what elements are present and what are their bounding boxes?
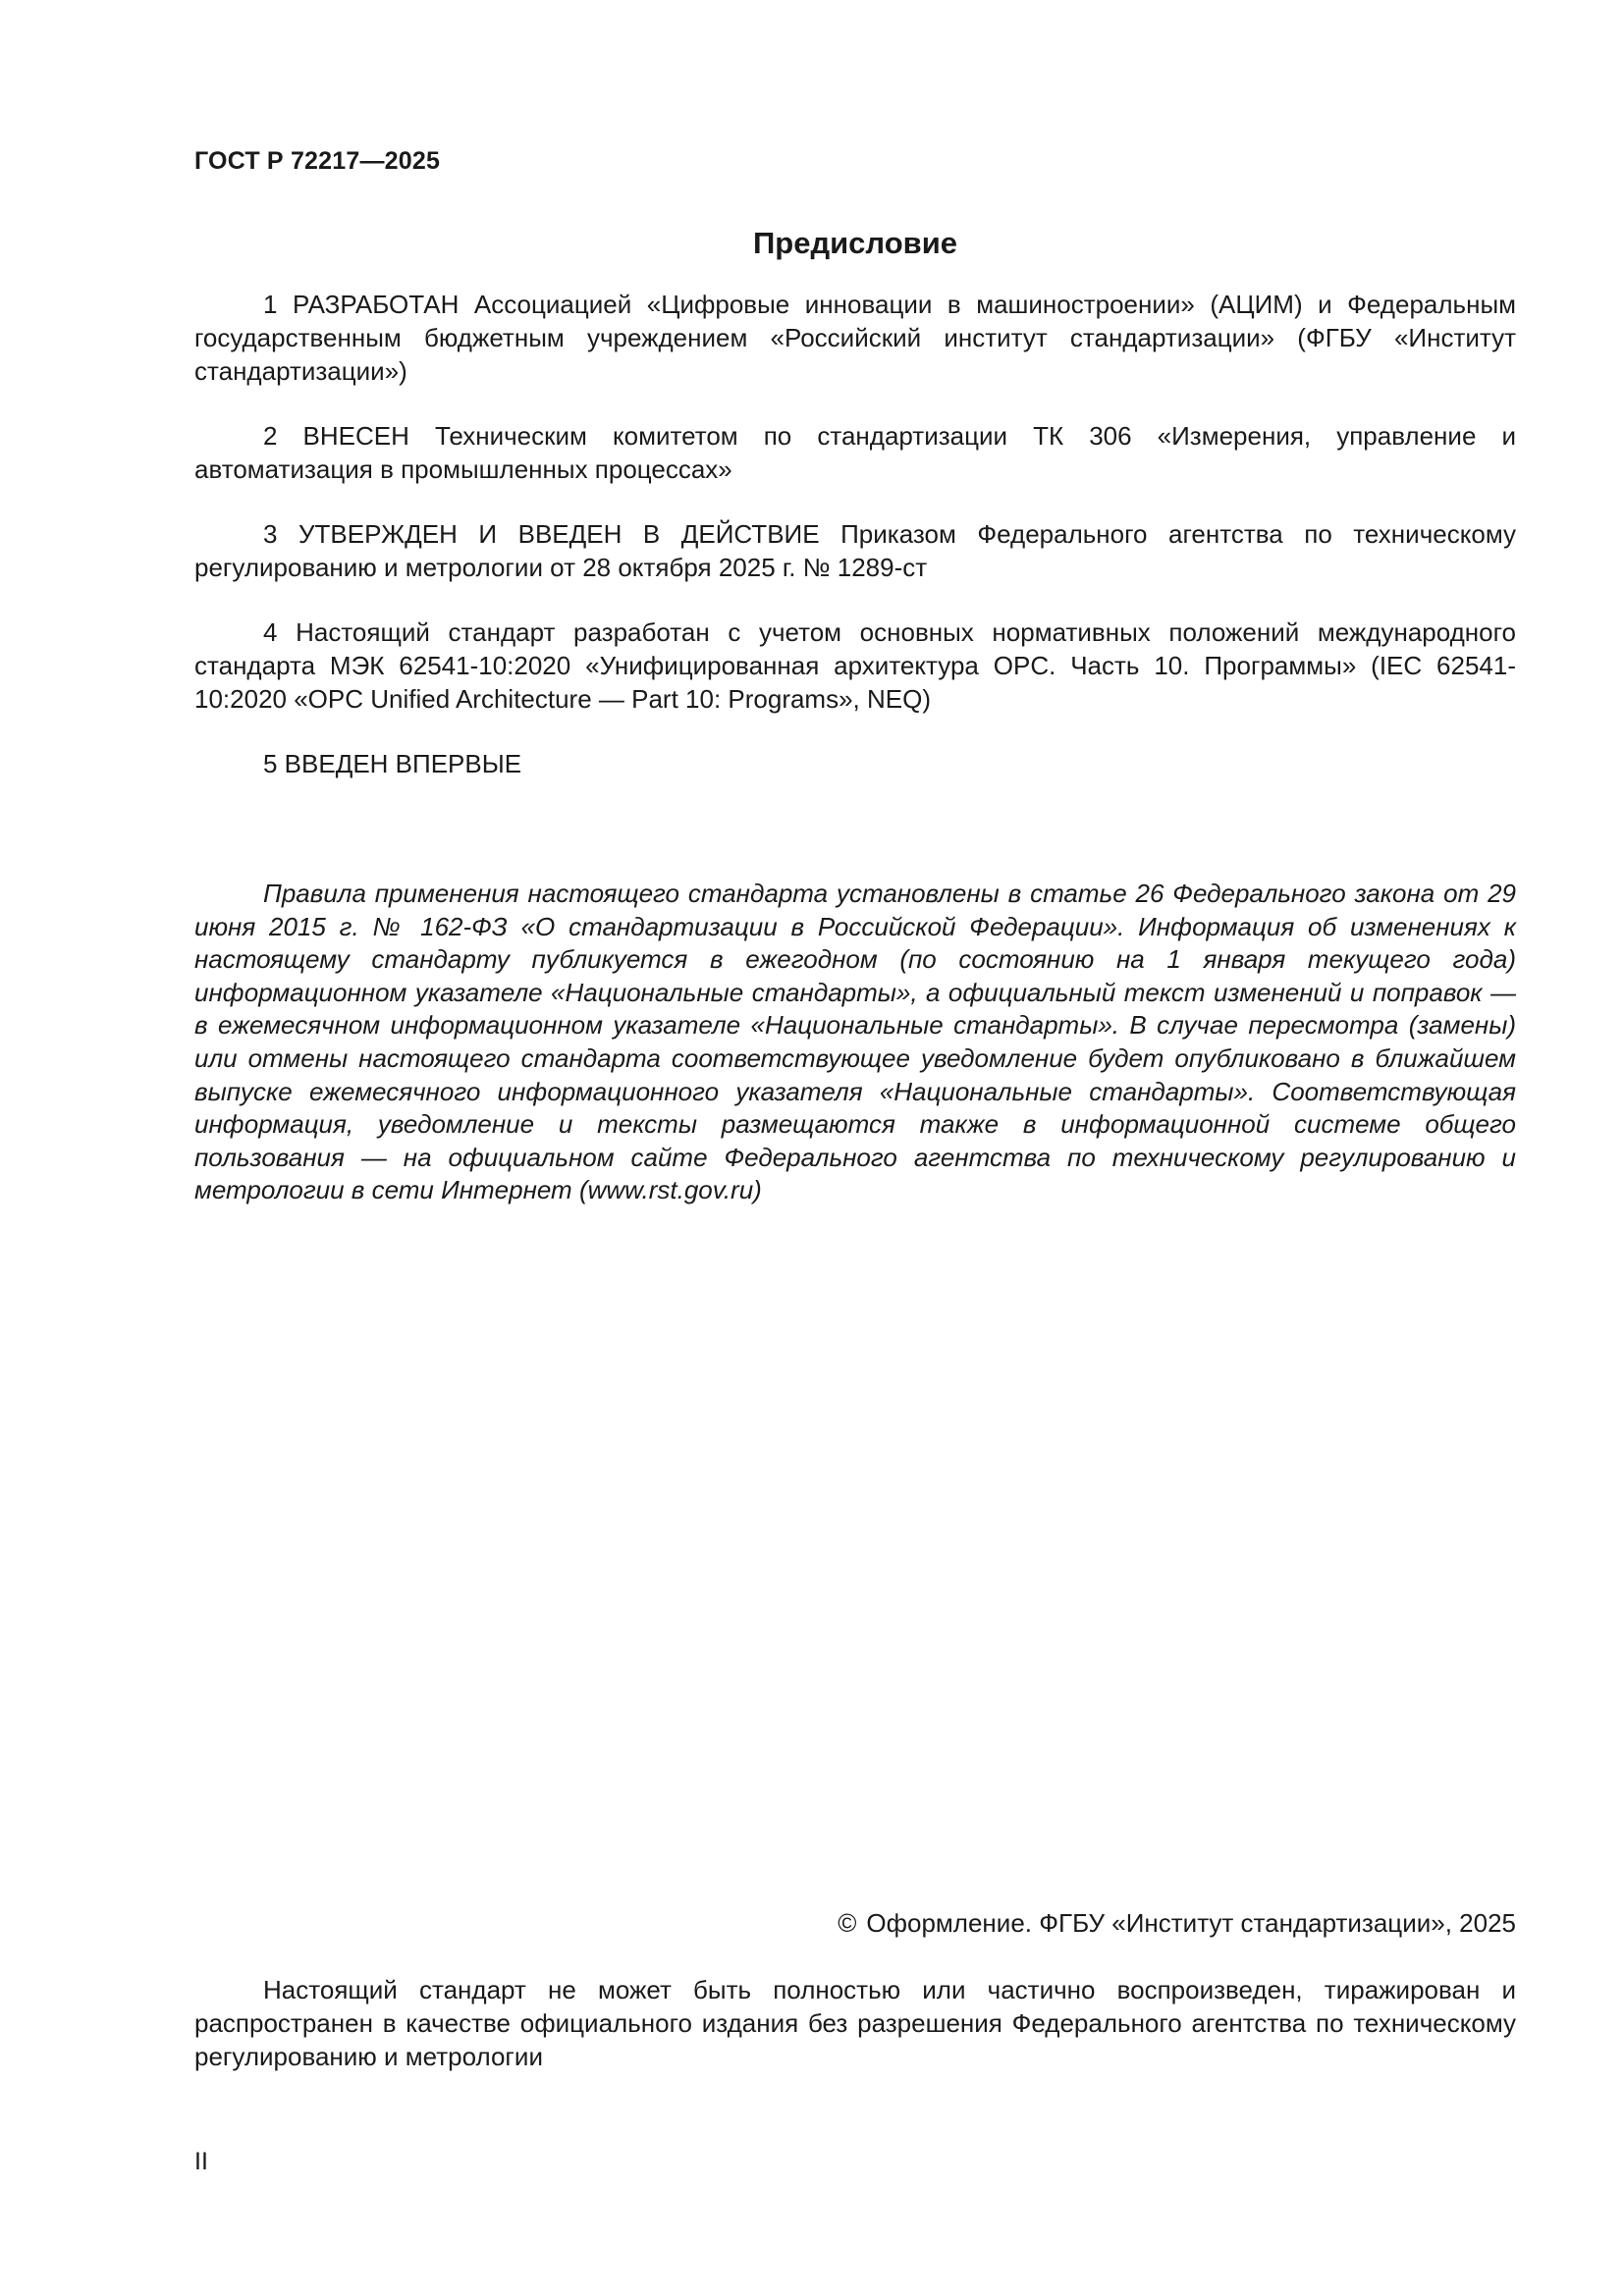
page-title: Предисловие [752,226,957,260]
paragraph-based-on: 4 Настоящий стандарт разработан с учетом основных нормативных положений международного стандарта МЭК 62541-10:2020 «Унифицированная архитектура OPC. Часть 10. Программы» (IEC 62541-10:2020 «OPC Unified Architecture — Part 10: Programs», NEQ) [194,617,1516,714]
paragraph-approved: 3 УТВЕРЖДЕН И ВВЕДЕН В ДЕЙСТВИЕ Приказом Федерального агентства по техническому регулированию и метрологии от 28 октября 2025 г. № 1289-ст [194,519,1516,582]
paragraph-submitted: 2 ВНЕСЕН Техническим комитетом по стандартизации ТК 306 «Измерения, управление и автоматизация в промышленных процессах» [194,421,1516,484]
copyright-text: Оформление. ФГБУ «Институт стандартизации», 2025 [866,1908,1516,1938]
paragraph-developed: 1 РАЗРАБОТАН Ассоциацией «Цифровые инновации в машиностроении» (АЦИМ) и Федеральным государственным бюджетным учреждением «Российский институт стандартизации» (ФГБУ «Институт стандартизации») [194,290,1516,386]
application-rules-note: Правила применения настоящего стандарта установлены в статье 26 Федерального закона от 29 июня 2015 г. № 162-ФЗ «О стандартизации в Российской Федерации». Информация об изменениях к настоящему стандарту публикуется в ежегодном (по состоянию на 1 января текущего года) информационном указателе «Национальные стандарты», а официальный текст изменений и поправок — в ежемесячном информационном указателе «Национальные стандарты». В случае пересмотра (замены) или отмены настоящего стандарта соответствующее уведомление будет опубликовано в ближайшем выпуске ежемесячного информационного указателя «Национальные стандарты». Соответствующая информация, уведомление и тексты размещаются также в информационной системе общего пользования — на официальном сайте Федерального агентства по техническому регулированию и метрологии в сети Интернет (www.rst.gov.ru) [194,879,1516,1205]
copyright-icon: © [838,1908,857,1938]
standard-code: ГОСТ Р 72217—2025 [194,147,441,175]
paragraph-first-introduced: 5 ВВЕДЕН ВПЕРВЫЕ [263,749,522,778]
copyright-line [194,1908,1516,1939]
reproduction-notice: Настоящий стандарт не может быть полностью или частично воспроизведен, тиражирован и распространен в качестве официального издания без разрешения Федерального агентства по техническому регулированию и метрологии [194,1975,1516,2071]
page-number: II [194,2148,208,2175]
